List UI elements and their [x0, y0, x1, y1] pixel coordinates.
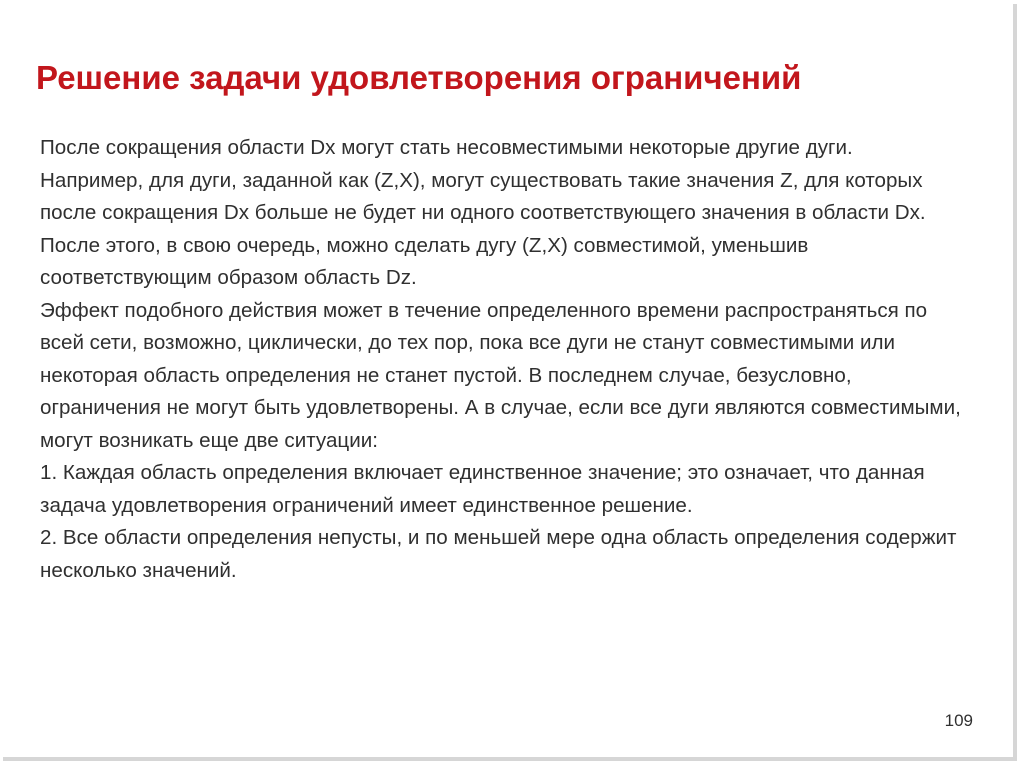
- list-item-1: 1. Каждая область определения включает единственное значение; это означает, что данная задача удовлетворения ограничений имеет единственное решение.: [40, 461, 925, 517]
- page-number: 109: [944, 711, 973, 730]
- list-item-2: 2. Все области определения непусты, и по меньшей мере одна область определения содержит несколько значений.: [40, 526, 957, 582]
- paragraph-1: После сокращения области Dx могут стать несовместимыми некоторые другие дуги.: [40, 136, 853, 159]
- slide-body: [40, 132, 975, 587]
- slide: [3, 4, 1017, 761]
- paragraph-2: Например, для дуги, заданной как (Z,X), могут существовать такие значения Z, для которых после сокращения Dx больше не будет ни одного соответствующего значения в области Dx. После этого, в свою очередь, можно сделать дугу (Z,X) совместимой, уменьшив соответствующим образом область Dz.: [40, 168, 926, 289]
- slide-title: Решение задачи удовлетворения ограничений: [36, 59, 802, 96]
- paragraph-3: Эффект подобного действия может в течение определенного времени распространяться по всей сети, возможно, циклически, до тех пор, пока все дуги не станут совместимыми или некоторая область определения не станет пустой. В последнем случае, безусловно, ограничения не могут быть удовлетворены. А в случае, если все дуги являются совместимыми, могут возникать еще две ситуации:: [40, 298, 961, 452]
